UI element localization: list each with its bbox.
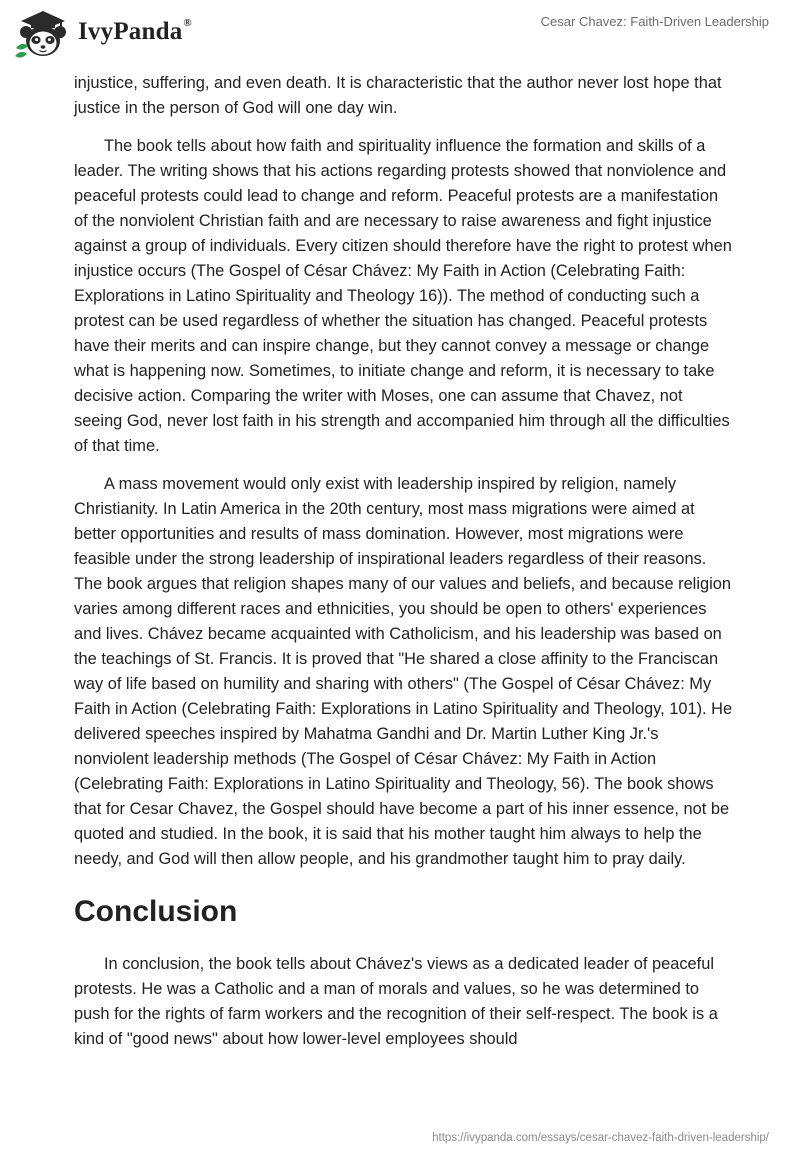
paragraph-mass-movement: A mass movement would only exist with leadership inspired by religion, namely Christianity. In Latin America in the 20th century, most mass migrations were aimed at better opportunities and results of mass domination. However, most migrations were feasible under the strong leadership of inspirational leaders regardless of their reasons. The book argues that religion shapes many of our values and beliefs, and because religion varies among different races and ethnicities, you should be open to others' experiences and lives. Chávez became acquainted with Catholicism, and his leadership was based on the teachings of St. Francis. It is proved that "He shared a close affinity to the Franciscan way of life based on humility and sharing with others" (The Gospel of César Chávez: My Faith in Action (Celebrating Faith: Explorations in Latino Spirituality and Theology, 101). He delivered speeches inspired by Mahatma Gandhi and Dr. Martin Luther King Jr.'s nonviolent leadership methods (The Gospel of César Chávez: My Faith in Action (Celebrating Faith: Explorations in Latino Spirituality and Theology, 56). The book shows that for Cesar Chavez, the Gospel should have become a part of his inner essence, not be quoted and studied. In the book, it is said that his mother taught him always to help the needy, and God will then allow people, and his grandmother taught him to pray daily. — [74, 475, 733, 868]
registered-mark: ® — [183, 17, 192, 29]
article-body — [74, 71, 734, 1052]
footer-url[interactable]: https://ivypanda.com/essays/cesar-chavez-faith-driven-leadership/ — [432, 1132, 769, 1144]
ivypanda-logo-icon[interactable] — [13, 8, 73, 60]
paragraph-conclusion: In conclusion, the book tells about Chávez's views as a dedicated leader of peaceful protests. He was a Catholic and a man of morals and values, so he was determined to push for the rights of farm workers and the recognition of their self-respect. The book is a kind of "good news" about how lower-level employees should — [74, 955, 718, 1048]
section-heading-conclusion: Conclusion — [74, 895, 238, 928]
page-header — [0, 0, 800, 70]
brand-name[interactable] — [78, 18, 192, 46]
paragraph-continued: injustice, suffering, and even death. It is characteristic that the author never lost hope that justice in the person of God will one day win. — [74, 74, 722, 117]
paragraph-faith-and-leadership: The book tells about how faith and spirituality influence the formation and skills of a leader. The writing shows that his actions regarding protests showed that nonviolence and peaceful protests could lead to change and reform. Peaceful protests are a manifestation of the nonviolent Christian faith and are necessary to raise awareness and fight injustice against a group of individuals. Every citizen should therefore have the right to protest when injustice occurs (The Gospel of César Chávez: My Faith in Action (Celebrating Faith: Explorations in Latino Spirituality and Theology 16)). The method of conducting such a protest can be used regardless of whether the situation has changed. Peaceful protests have their merits and can inspire change, but they cannot convey a message or change what is happening now. Sometimes, to initiate change and reform, it is necessary to take decisive action. Comparing the writer with Moses, one can assume that Chavez, not seeing God, never lost faith in his strength and accompanied him through all the difficulties of that time. — [74, 137, 732, 455]
brand-text: IvyPanda — [78, 18, 183, 45]
document-title: Cesar Chavez: Faith-Driven Leadership — [540, 14, 769, 29]
